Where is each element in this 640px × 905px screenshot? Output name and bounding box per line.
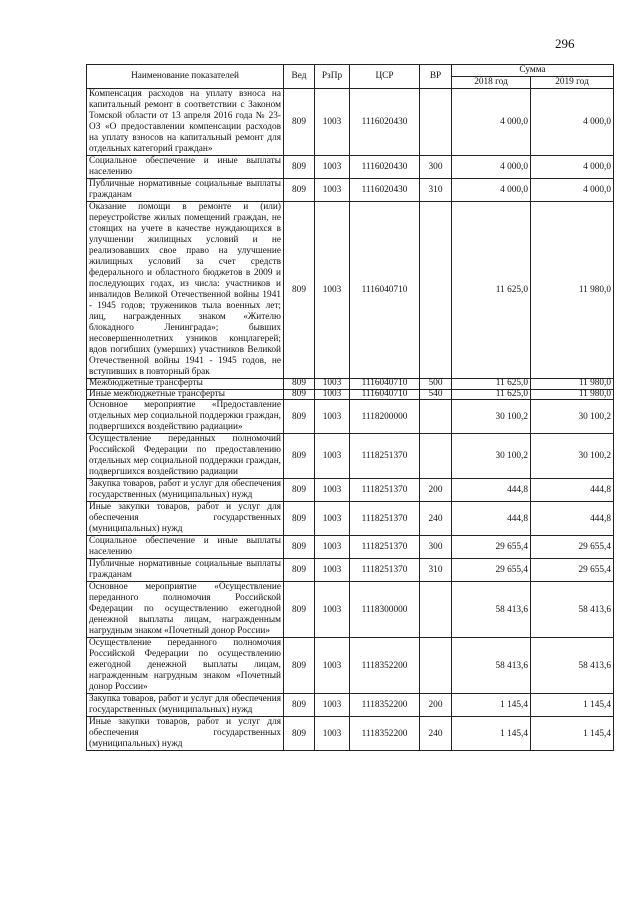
table-row: [87, 89, 614, 156]
row-name: Иные закупки товаров, работ и услуг для обеспечения государственных (муниципальных) нужд: [87, 717, 284, 751]
row-ved: 809: [284, 434, 315, 479]
row-csr: 1118251370: [350, 536, 420, 559]
row-2018: 11 625,0: [452, 379, 531, 390]
row-vr: 300: [420, 536, 452, 559]
row-csr: 1116040710: [350, 202, 420, 379]
row-csr: 1118251370: [350, 559, 420, 582]
row-name: Социальное обеспечение и иные выплаты населению: [87, 536, 284, 559]
row-2018: 30 100,2: [452, 400, 531, 434]
row-2018: 444,8: [452, 479, 531, 502]
row-2018: 30 100,2: [452, 434, 531, 479]
row-vr: 200: [420, 479, 452, 502]
row-2018: 11 625,0: [452, 202, 531, 379]
row-rzpr: 1003: [315, 479, 350, 502]
row-2018: 29 655,4: [452, 559, 531, 582]
row-2018: 4 000,0: [452, 179, 531, 202]
row-csr: 1118251370: [350, 479, 420, 502]
row-csr: 1118352200: [350, 694, 420, 717]
row-vr: [420, 638, 452, 694]
row-rzpr: 1003: [315, 638, 350, 694]
header-name: Наименование показателей: [87, 65, 284, 89]
row-csr: 1118251370: [350, 434, 420, 479]
row-vr: [420, 434, 452, 479]
row-ved: 809: [284, 502, 315, 536]
row-name: Осуществление переданных полномочий Российской Федерации по предоставлению отдельных мер социальной поддержки граждан, подвергшихся воздействию радиации: [87, 434, 284, 479]
row-name: Публичные нормативные социальные выплаты гражданам: [87, 179, 284, 202]
row-2018: 29 655,4: [452, 536, 531, 559]
row-vr: [420, 400, 452, 434]
row-2018: 4 000,0: [452, 156, 531, 179]
row-vr: 310: [420, 179, 452, 202]
row-vr: [420, 89, 452, 156]
row-name: Межбюджетные трансферты: [87, 379, 284, 390]
row-name: Оказание помощи в ремонте и (или) переустройстве жилых помещений граждан, не стоящих на учете в качестве нуждающихся в улучшении жилищных условий и не реализовавших свое право на улучшение жилищных условий за счет средств федерального и областного бюджетов в 2009 и последующих годах, из числа: участников и инвалидов Великой Отечественной войны 1941 - 1945 годов; тружеников тыла военных лет; лиц, награжденных знаком «Жителю блокадного Ленинграда»; бывших несовершеннолетних узников концлагерей; вдов погибших (умерших) участников Великой Отечественной войны 1941 - 1945 годов, не вступивших в повторный брак: [87, 202, 284, 379]
row-ved: 809: [284, 717, 315, 751]
row-name: Компенсация расходов на уплату взноса на капитальный ремонт в соответствии с Законом Томской области от 13 апреля 2016 года № 23-ОЗ «О предоставлении компенсации расходов на уплату взносов на капитальный ремонт для отдельных категорий граждан»: [87, 89, 284, 156]
row-rzpr: 1003: [315, 694, 350, 717]
table-row: [87, 434, 614, 479]
row-2019: 58 413,6: [531, 582, 614, 638]
row-2019: 1 145,4: [531, 694, 614, 717]
row-rzpr: 1003: [315, 202, 350, 379]
row-name: Закупка товаров, работ и услуг для обеспечения государственных (муниципальных) нужд: [87, 479, 284, 502]
row-ved: 809: [284, 179, 315, 202]
table-row: [87, 179, 614, 202]
row-2018: 4 000,0: [452, 89, 531, 156]
table-body: [87, 89, 614, 751]
row-rzpr: 1003: [315, 582, 350, 638]
table-row: [87, 202, 614, 379]
row-ved: 809: [284, 379, 315, 390]
row-rzpr: 1003: [315, 89, 350, 156]
row-rzpr: 1003: [315, 502, 350, 536]
row-2019: 444,8: [531, 479, 614, 502]
row-vr: 540: [420, 389, 452, 400]
table-row: [87, 536, 614, 559]
row-2019: 4 000,0: [531, 156, 614, 179]
table-row: [87, 400, 614, 434]
header-2019: 2019 год: [531, 77, 614, 89]
row-ved: 809: [284, 638, 315, 694]
row-2019: 11 980,0: [531, 389, 614, 400]
table-row: [87, 502, 614, 536]
row-rzpr: 1003: [315, 379, 350, 390]
row-vr: 310: [420, 559, 452, 582]
table-row: [87, 694, 614, 717]
row-ved: 809: [284, 536, 315, 559]
row-ved: 809: [284, 156, 315, 179]
row-csr: 1118352200: [350, 717, 420, 751]
row-2018: 1 145,4: [452, 694, 531, 717]
row-2019: 444,8: [531, 502, 614, 536]
row-2019: 4 000,0: [531, 179, 614, 202]
row-2019: 4 000,0: [531, 89, 614, 156]
row-name: Иные закупки товаров, работ и услуг для обеспечения государственных (муниципальных) нужд: [87, 502, 284, 536]
table-row: [87, 389, 614, 400]
row-vr: [420, 202, 452, 379]
header-rzpr: РзПр: [315, 65, 350, 89]
row-vr: 500: [420, 379, 452, 390]
table-row: [87, 582, 614, 638]
row-2019: 1 145,4: [531, 717, 614, 751]
row-2018: 58 413,6: [452, 638, 531, 694]
row-rzpr: 1003: [315, 389, 350, 400]
table-row: [87, 717, 614, 751]
row-ved: 809: [284, 479, 315, 502]
row-csr: 1118251370: [350, 502, 420, 536]
header-ved: Вед: [284, 65, 315, 89]
row-rzpr: 1003: [315, 536, 350, 559]
row-ved: 809: [284, 202, 315, 379]
page-number: 296: [555, 36, 575, 51]
row-csr: 1118352200: [350, 638, 420, 694]
row-2019: 30 100,2: [531, 400, 614, 434]
row-ved: 809: [284, 389, 315, 400]
row-2018: 1 145,4: [452, 717, 531, 751]
row-ved: 809: [284, 694, 315, 717]
row-csr: 1118200000: [350, 400, 420, 434]
row-vr: [420, 582, 452, 638]
table-row: [87, 638, 614, 694]
row-rzpr: 1003: [315, 400, 350, 434]
row-rzpr: 1003: [315, 434, 350, 479]
row-2018: 11 625,0: [452, 389, 531, 400]
row-2019: 29 655,4: [531, 559, 614, 582]
row-2018: 58 413,6: [452, 582, 531, 638]
row-name: Осуществление переданного полномочия Российской Федерации по осуществлению ежегодной денежной выплаты лицам, награжденным нагрудным знаком «Почетный донор России»: [87, 638, 284, 694]
row-name: Основное мероприятие «Предоставление отдельных мер социальной поддержки граждан, подвергшихся воздействию радиации»: [87, 400, 284, 434]
row-rzpr: 1003: [315, 156, 350, 179]
row-ved: 809: [284, 582, 315, 638]
row-csr: 1116020430: [350, 156, 420, 179]
row-vr: 240: [420, 502, 452, 536]
row-vr: 200: [420, 694, 452, 717]
row-2019: 11 980,0: [531, 202, 614, 379]
header-vr: ВР: [420, 65, 452, 89]
row-2019: 11 980,0: [531, 379, 614, 390]
table-row: [87, 156, 614, 179]
row-2019: 29 655,4: [531, 536, 614, 559]
table-row: [87, 479, 614, 502]
row-csr: 1118300000: [350, 582, 420, 638]
row-ved: 809: [284, 89, 315, 156]
row-2019: 30 100,2: [531, 434, 614, 479]
row-vr: 300: [420, 156, 452, 179]
row-name: Социальное обеспечение и иные выплаты населению: [87, 156, 284, 179]
row-csr: 1116020430: [350, 179, 420, 202]
row-rzpr: 1003: [315, 717, 350, 751]
table-row: [87, 379, 614, 390]
budget-table: [86, 64, 614, 751]
row-name: Закупка товаров, работ и услуг для обеспечения государственных (муниципальных) нужд: [87, 694, 284, 717]
row-name: Иные межбюджетные трансферты: [87, 389, 284, 400]
row-name: Основное мероприятие «Осуществление переданного полномочия Российской Федерации по осуществлению ежегодной денежной выплаты лицам, награжденным нагрудным знаком «Почетный донор России»: [87, 582, 284, 638]
row-name: Публичные нормативные социальные выплаты гражданам: [87, 559, 284, 582]
row-csr: 1116040710: [350, 379, 420, 390]
row-rzpr: 1003: [315, 179, 350, 202]
row-vr: 240: [420, 717, 452, 751]
header-csr: ЦСР: [350, 65, 420, 89]
header-2018: 2018 год: [452, 77, 531, 89]
table-row: [87, 559, 614, 582]
row-2018: 444,8: [452, 502, 531, 536]
row-ved: 809: [284, 559, 315, 582]
row-csr: 1116020430: [350, 89, 420, 156]
row-rzpr: 1003: [315, 559, 350, 582]
row-csr: 1116040710: [350, 389, 420, 400]
header-sum: Сумма: [452, 65, 614, 77]
row-2019: 58 413,6: [531, 638, 614, 694]
row-ved: 809: [284, 400, 315, 434]
